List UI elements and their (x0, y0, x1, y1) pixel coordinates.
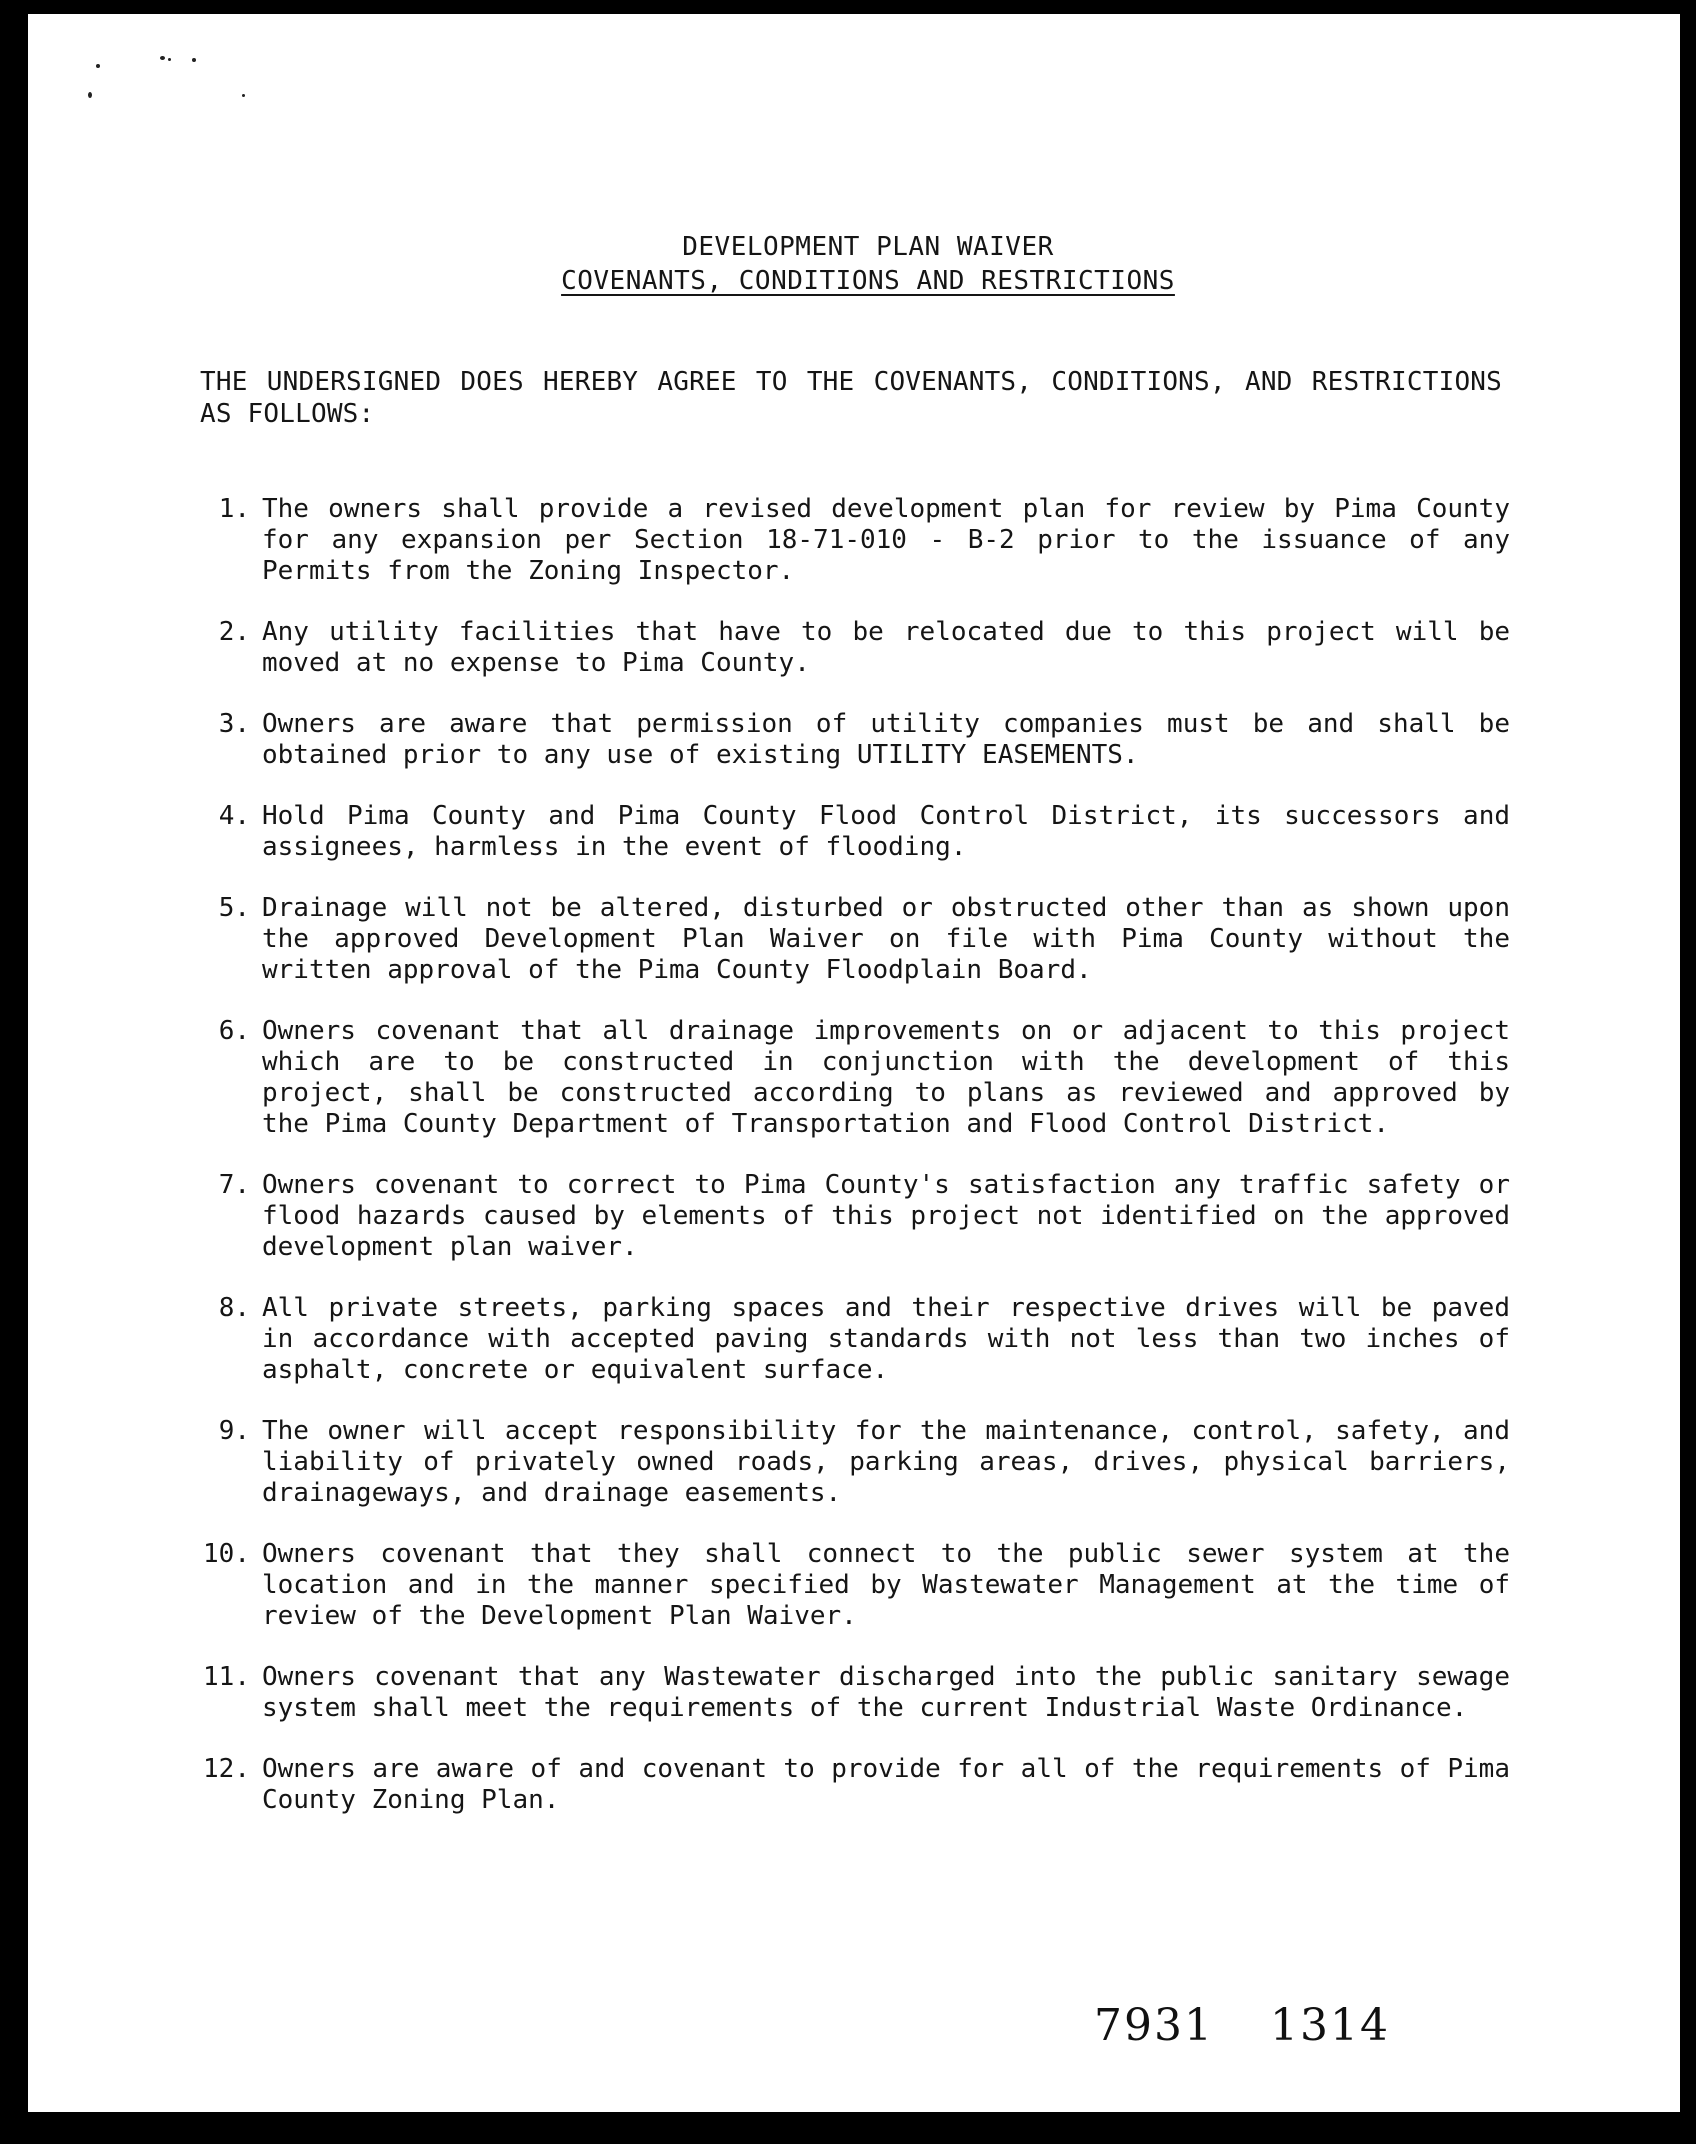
item-text: Hold Pima County and Pima County Flood Control District, its successors and assignees, harmless in the event of flooding. (262, 801, 1510, 862)
page-number: 7931 1314 (1094, 2000, 1390, 2051)
document-subtitle: COVENANTS, CONDITIONS AND RESTRICTIONS (561, 266, 1175, 296)
item-number: 1. (218, 494, 250, 524)
item-text: Owners covenant that all drainage improvements on or adjacent to this project which are to be constructed in conjunction with the development of this project, shall be constructed according to plans as reviewed and approved by the Pima County Department of Transportation and Flood Control District. (262, 1016, 1510, 1139)
list-item (178, 709, 1510, 771)
item-number: 7. (218, 1170, 250, 1200)
item-number: 3. (218, 709, 250, 739)
list-item (178, 617, 1510, 679)
item-text: The owner will accept responsibility for the maintenance, control, safety, and liability of privately owned roads, parking areas, drives, physical barriers, drainageways, and drainage easements. (262, 1416, 1510, 1508)
item-number: 5. (218, 893, 250, 923)
item-number: 6. (218, 1016, 250, 1046)
item-text: Drainage will not be altered, disturbed or obstructed other than as shown upon the approved Development Plan Waiver on file with Pima County without the written approval of the Pima County Floodplain Board. (262, 893, 1510, 985)
list-item (178, 494, 1510, 587)
preamble: THE UNDERSIGNED DOES HEREBY AGREE TO THE COVENANTS, CONDITIONS, AND RESTRICTIONS AS FOLLOWS: (200, 367, 1502, 429)
scan-speck (96, 64, 100, 68)
scan-speck (168, 58, 171, 61)
list-item (178, 1170, 1510, 1263)
scan-speck (88, 92, 92, 98)
list-item (178, 1539, 1510, 1632)
list-item (178, 1662, 1510, 1724)
list-item (178, 1016, 1510, 1140)
item-number: 2. (218, 617, 250, 647)
item-text: Owners are aware that permission of utility companies must be and shall be obtained prior to any use of existing UTILITY EASEMENTS. (262, 709, 1510, 770)
item-number: 12. (203, 1754, 250, 1784)
item-text: Owners covenant that any Wastewater discharged into the public sanitary sewage system shall meet the requirements of the current Industrial Waste Ordinance. (262, 1662, 1510, 1723)
covenant-list (178, 494, 1510, 1846)
item-number: 9. (218, 1416, 250, 1446)
item-number: 8. (218, 1293, 250, 1323)
list-item (178, 893, 1510, 986)
list-item (178, 1754, 1510, 1816)
item-text: All private streets, parking spaces and their respective drives will be paved in accordance with accepted paving standards with not less than two inches of asphalt, concrete or equivalent surface. (262, 1293, 1510, 1385)
title-block (518, 230, 1218, 298)
item-number: 4. (218, 801, 250, 831)
item-number: 10. (203, 1539, 250, 1569)
item-text: Owners are aware of and covenant to provide for all of the requirements of Pima County Zoning Plan. (262, 1754, 1510, 1815)
item-text: Owners covenant to correct to Pima County's satisfaction any traffic safety or flood hazards caused by elements of this project not identified on the approved development plan waiver. (262, 1170, 1510, 1262)
list-item (178, 801, 1510, 863)
scan-speck (192, 58, 196, 62)
scan-speck (160, 56, 165, 60)
list-item (178, 1416, 1510, 1509)
list-item (178, 1293, 1510, 1386)
document-page (28, 14, 1680, 2112)
scan-speck (242, 94, 245, 97)
item-text: Owners covenant that they shall connect to the public sewer system at the location and in the manner specified by Wastewater Management at the time of review of the Development Plan Waiver. (262, 1539, 1510, 1631)
document-title: DEVELOPMENT PLAN WAIVER (682, 232, 1054, 262)
item-number: 11. (203, 1662, 250, 1692)
item-text: The owners shall provide a revised development plan for review by Pima County for any expansion per Section 18-71-010 - B-2 prior to the issuance of any Permits from the Zoning Inspector. (262, 494, 1510, 586)
item-text: Any utility facilities that have to be relocated due to this project will be moved at no expense to Pima County. (262, 617, 1510, 678)
